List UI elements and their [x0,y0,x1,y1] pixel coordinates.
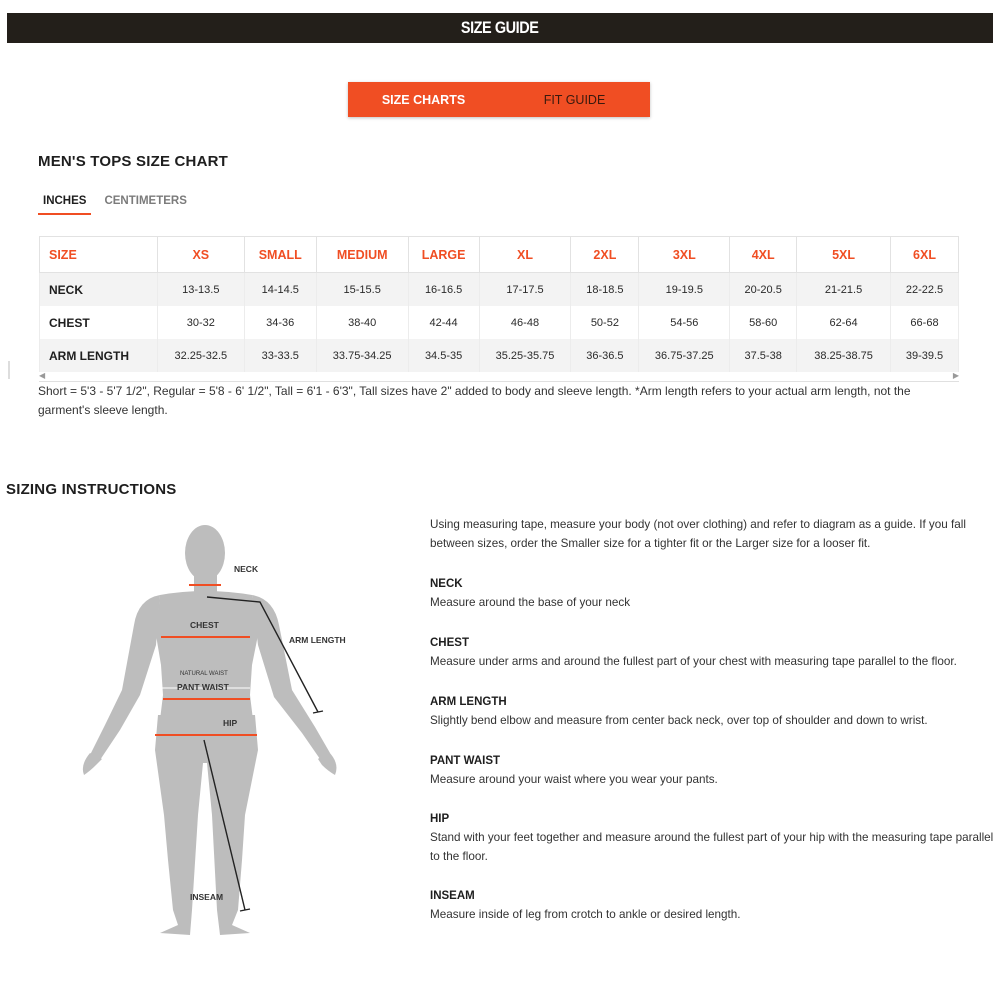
label-inseam: INSEAM [190,892,224,902]
table-cell: 30-32 [157,306,244,339]
sizing-instructions-title: SIZING INSTRUCTIONS [6,481,177,498]
table-cell: 66-68 [891,306,959,339]
table-cell: 33.75-34.25 [316,339,408,372]
table-header-cell: 6XL [891,237,959,273]
table-cell: 36.75-37.25 [639,339,730,372]
table-cell: 20-20.5 [730,273,797,307]
unit-tabs [38,193,192,215]
table-cell: NECK [40,273,158,307]
horizontal-scrollbar[interactable] [39,369,959,382]
instruction-title: PANT WAIST [430,755,501,767]
table-cell: 54-56 [639,306,730,339]
table-cell: 16-16.5 [408,273,479,307]
label-chest: CHEST [190,620,219,630]
page-title: SIZE GUIDE [461,18,539,37]
label-neck: NECK [234,564,259,574]
table-header-cell: XS [157,237,244,273]
table-cell: 46-48 [479,306,571,339]
table-cell: 62-64 [797,306,891,339]
tab-centimeters[interactable]: CENTIMETERS [104,195,187,207]
sizing-intro: Using measuring tape, measure your body (not over clothing) and refer to diagram as a guide. If you fall between sizes, order the Smaller size for a tighter fit or the Larger size for a looser fit. [430,518,966,550]
tab-inches[interactable]: INCHES [38,193,91,215]
table-cell: 18-18.5 [571,273,639,307]
tab-size-charts[interactable]: SIZE CHARTS [381,92,466,107]
table-header-cell: MEDIUM [316,237,408,273]
table-header-cell: 2XL [571,237,639,273]
table-cell: 13-13.5 [157,273,244,307]
body-silhouette-svg [60,515,390,945]
table-cell: 38.25-38.75 [797,339,891,372]
instruction-text: Measure under arms and around the fullest part of your chest with measuring tape parallel to the floor. [430,655,957,668]
table-cell: CHEST [40,306,158,339]
instruction-text: Stand with your feet together and measure around the fullest part of your hip with the measuring tape parallel to the floor. [430,831,994,863]
instruction-text: Measure inside of leg from crotch to ankle or desired length. [430,908,741,921]
table-cell: 19-19.5 [639,273,730,307]
table-cell: 32.25-32.5 [157,339,244,372]
size-table-container [39,236,959,372]
tab-fit-guide[interactable]: FIT GUIDE [543,92,606,107]
label-pant-waist: PANT WAIST [177,682,229,692]
left-edge-divider [8,361,10,379]
table-header-cell: LARGE [408,237,479,273]
chart-title: MEN'S TOPS SIZE CHART [38,153,229,170]
instruction-inseam [430,887,995,924]
header-bar [7,13,993,43]
label-natural-waist: NATURAL WAIST [180,671,228,677]
table-cell: 17-17.5 [479,273,571,307]
instruction-pant-waist [430,752,995,789]
instruction-hip [430,810,995,866]
table-row [40,273,959,307]
table-cell: 50-52 [571,306,639,339]
instruction-arm-length [430,693,995,730]
table-cell: 33-33.5 [244,339,316,372]
table-cell: 38-40 [316,306,408,339]
table-header-row [40,237,959,273]
table-cell: 39-39.5 [891,339,959,372]
instruction-text: Measure around the base of your neck [430,596,631,609]
table-header-cell: SIZE [40,237,158,273]
table-cell: 36-36.5 [571,339,639,372]
body-silhouette [83,525,337,935]
table-cell: 14-14.5 [244,273,316,307]
label-arm-length: ARM LENGTH [289,635,346,645]
instruction-title: CHEST [430,637,469,649]
size-table [39,236,959,372]
table-cell: 37.5-38 [730,339,797,372]
label-hip: HIP [223,718,238,728]
table-row [40,339,959,372]
scroll-left-icon[interactable]: ◀ [39,370,46,380]
table-header-cell: 5XL [797,237,891,273]
table-cell: 21-21.5 [797,273,891,307]
instruction-text: Measure around your waist where you wear your pants. [430,773,718,786]
scroll-right-icon[interactable]: ▶ [952,370,959,380]
table-header-cell: SMALL [244,237,316,273]
instruction-title: INSEAM [430,890,475,902]
table-cell: ARM LENGTH [40,339,158,372]
table-cell: 35.25-35.75 [479,339,571,372]
instruction-title: ARM LENGTH [430,696,507,708]
instruction-neck [430,575,995,612]
table-cell: 22-22.5 [891,273,959,307]
instruction-title: NECK [430,578,463,590]
guide-tabs [348,82,650,117]
instruction-title: HIP [430,813,450,825]
table-header-cell: 3XL [639,237,730,273]
table-header-cell: XL [479,237,571,273]
table-cell: 58-60 [730,306,797,339]
table-cell: 34.5-35 [408,339,479,372]
size-footnote: Short = 5'3 - 5'7 1/2", Regular = 5'8 - 6' 1/2", Tall = 6'1 - 6'3", Tall sizes have 2" added to body and sleeve length. *Arm length refers to your actual arm length, not the garment's sleeve length. [38,384,911,417]
table-cell: 15-15.5 [316,273,408,307]
table-row [40,306,959,339]
instruction-text: Slightly bend elbow and measure from center back neck, over top of shoulder and down to wrist. [430,714,928,727]
body-measurement-diagram [60,515,390,945]
table-cell: 42-44 [408,306,479,339]
instruction-chest [430,634,995,671]
table-header-cell: 4XL [730,237,797,273]
table-cell: 34-36 [244,306,316,339]
